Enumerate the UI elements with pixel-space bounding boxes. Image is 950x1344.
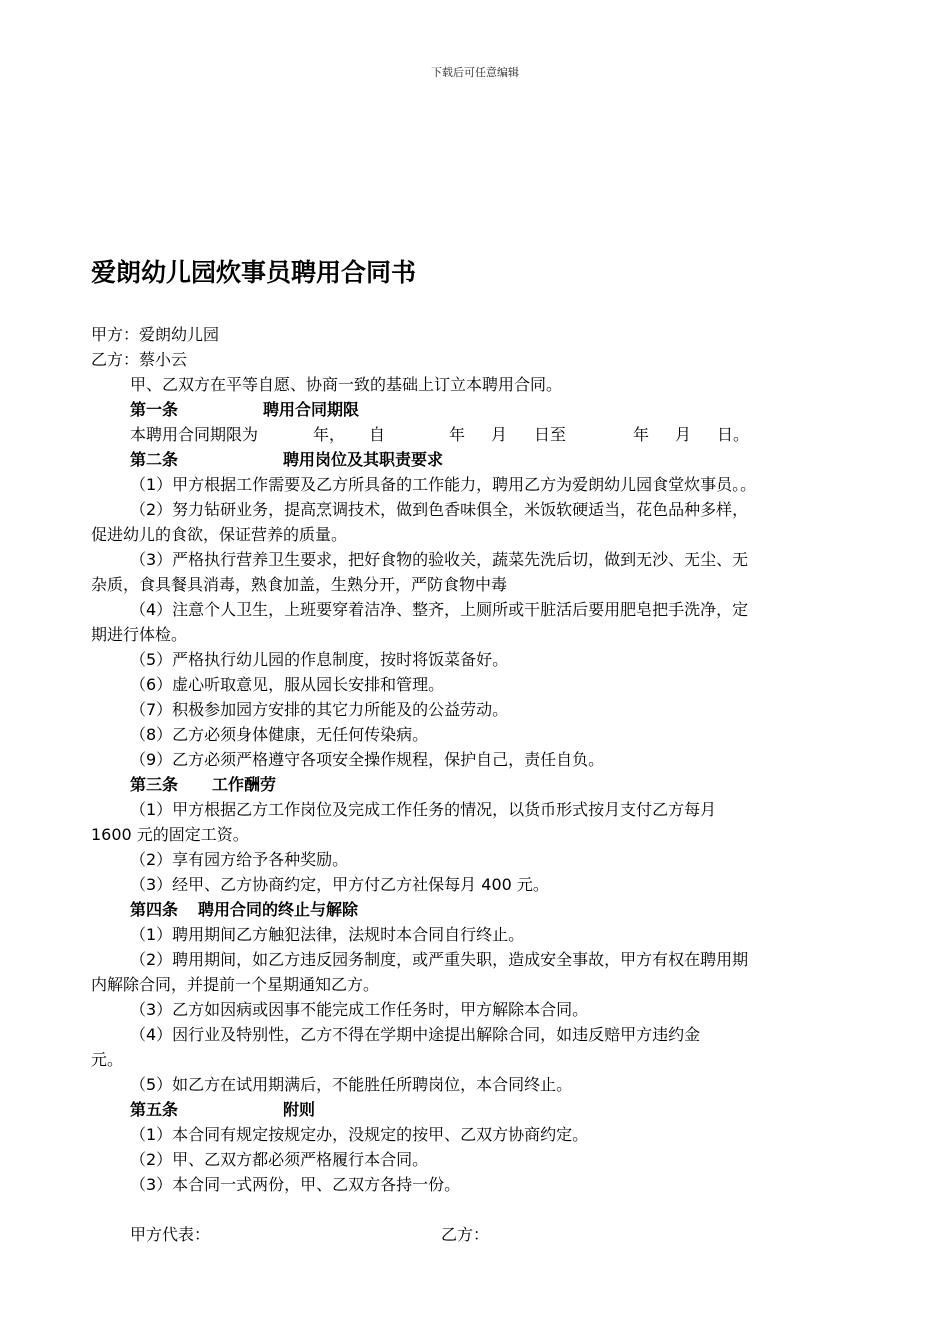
article-4-heading: 聘用合同的终止与解除 (198, 900, 359, 919)
period-start-day-to: 日至 (534, 425, 567, 444)
article-5-number: 第五条 (130, 1100, 179, 1119)
document-title: 爱朗幼儿园炊事员聘用合同书 (91, 258, 417, 287)
party-b-signature-label: 乙方： (441, 1225, 490, 1244)
article-2-heading: 聘用岗位及其职责要求 (283, 450, 444, 469)
article-3-heading: 工作酬劳 (212, 775, 277, 794)
article-2-number: 第二条 (130, 450, 179, 469)
article-5-item: （2）甲、乙双方都必须严格履行本合同。 (130, 1150, 429, 1169)
period-text: 本聘用合同期限为 (130, 425, 259, 444)
article-2-item: （1）甲方根据工作需要及乙方所具备的工作能力，聘用乙方为爱朗幼儿园食堂炊事员。。 (130, 475, 757, 494)
article-2-item: （3）严格执行营养卫生要求，把好食物的验收关，蔬菜先洗后切，做到无沙、无尘、无 (130, 550, 749, 569)
article-4-item: （3）乙方如因病或因事不能完成工作任务时，甲方解除本合同。 (130, 1000, 589, 1019)
article-4-number: 第四条 (130, 900, 179, 919)
article-2-item-continued: 期进行体检。 (91, 625, 188, 644)
article-2-item-continued: 促进幼儿的食欲，保证营养的质量。 (91, 525, 348, 544)
article-2-item: （6）虚心听取意见，服从园长安排和管理。 (130, 675, 445, 694)
article-3-item: （1）甲方根据乙方工作岗位及完成工作任务的情况，以货币形式按月支付乙方每月 (130, 800, 717, 819)
article-3-item: （3）经甲、乙方协商约定，甲方付乙方社保每月 400 元。 (130, 875, 549, 894)
period-end-day: 日。 (717, 425, 750, 444)
period-from: 自 (369, 425, 386, 444)
contract-period-line (0, 423, 950, 447)
period-start-year: 年 (449, 425, 466, 444)
article-5-heading: 附则 (283, 1100, 316, 1119)
article-4-item-continued: 内解除合同，并提前一个星期通知乙方。 (91, 975, 380, 994)
period-end-month: 月 (675, 425, 692, 444)
article-2-item: （4）注意个人卫生，上班要穿着洁净、整齐，上厕所或干脏活后要用肥皂把手洗净，定 (130, 600, 749, 619)
article-4-item: （2）聘用期间，如乙方违反园务制度，或严重失职，造成安全事故，甲方有权在聘用期 (130, 950, 749, 969)
article-3-item: （2）享有园方给予各种奖励。 (130, 850, 349, 869)
article-4-item: （5）如乙方在试用期满后，不能胜任所聘岗位，本合同终止。 (130, 1075, 573, 1094)
article-4-item: （4）因行业及特别性，乙方不得在学期中途提出解除合同，如违反赔甲方违约金 (130, 1025, 701, 1044)
party-a-line: 甲方：爱朗幼儿园 (91, 325, 220, 344)
article-2-item: （9）乙方必须严格遵守各项安全操作规程，保护自己，责任自负。 (130, 750, 605, 769)
period-start-month: 月 (491, 425, 508, 444)
party-a-representative-label: 甲方代表： (130, 1225, 211, 1244)
period-years: 年， (313, 425, 346, 444)
header-note: 下载后可任意编辑 (431, 66, 519, 79)
article-3-number: 第三条 (130, 775, 179, 794)
article-2-item: （8）乙方必须身体健康，无任何传染病。 (130, 725, 429, 744)
article-5-item: （3）本合同一式两份，甲、乙双方各持一份。 (130, 1175, 461, 1194)
period-end-year: 年 (633, 425, 650, 444)
article-4-item: （1）聘用期间乙方触犯法律，法规时本合同自行终止。 (130, 925, 525, 944)
article-1-number: 第一条 (130, 400, 179, 419)
article-2-item: （5）严格执行幼儿园的作息制度，按时将饭菜备好。 (130, 650, 509, 669)
party-b-line: 乙方：蔡小云 (91, 350, 188, 369)
article-1-heading: 聘用合同期限 (263, 400, 360, 419)
article-2-item: （7）积极参加园方安排的其它力所能及的公益劳动。 (130, 700, 509, 719)
intro-paragraph: 甲、乙双方在平等自愿、协商一致的基础上订立本聘用合同。 (130, 375, 563, 394)
article-5-item: （1）本合同有规定按规定办，没规定的按甲、乙双方协商约定。 (130, 1125, 589, 1144)
article-2-item: （2）努力钻研业务，提高烹调技术，做到色香味俱全，米饭软硬适当，花色品种多样， (130, 500, 749, 519)
article-4-item-continued: 元。 (91, 1050, 124, 1069)
article-2-item-continued: 杂质，食具餐具消毒，熟食加盖，生熟分开，严防食物中毒 (91, 575, 508, 594)
article-3-item-continued: 1600 元的固定工资。 (91, 825, 249, 844)
